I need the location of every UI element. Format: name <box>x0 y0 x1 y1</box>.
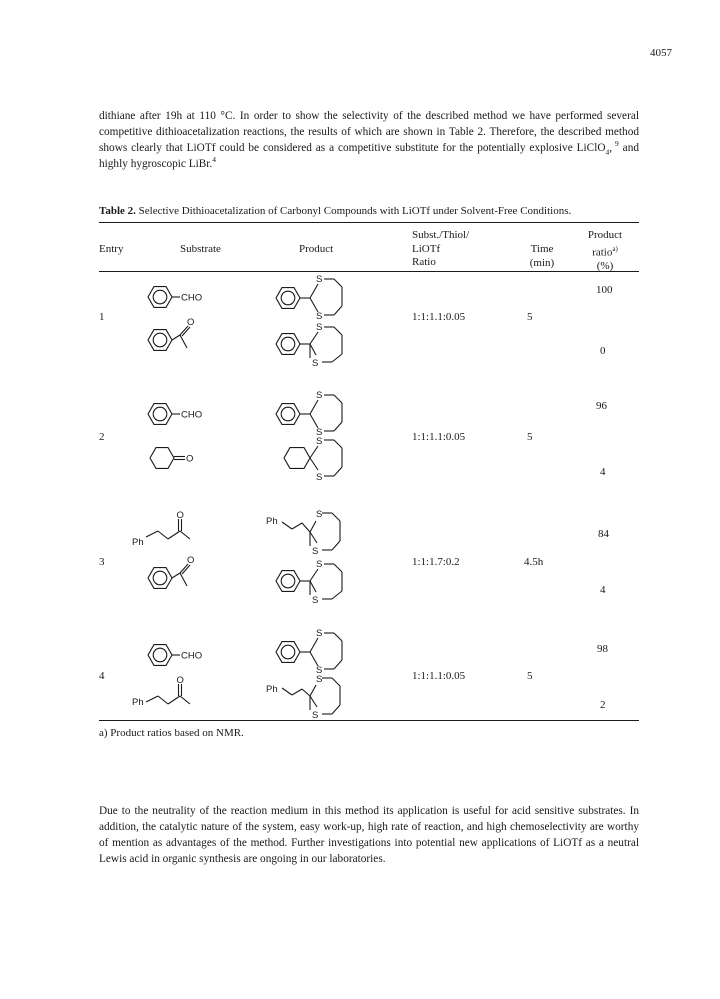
citation-4: 4 <box>212 155 217 165</box>
row2-ratio-2: 4 <box>600 466 606 478</box>
benzylacetone-structure <box>132 675 222 715</box>
sulfur-label: S <box>316 311 323 322</box>
oxygen-label: O <box>176 675 184 686</box>
acetophenone-structure <box>146 317 226 358</box>
methyl-phenyl-dithiane-structure <box>272 559 382 611</box>
sulfur-label: S <box>316 390 323 401</box>
row1-ratio: 1:1:1.1:0.05 <box>412 311 466 323</box>
sulfur-label: S <box>316 436 323 447</box>
header-time-line1: Time <box>530 243 554 255</box>
intro-paragraph <box>99 108 639 172</box>
row3-entry: 3 <box>99 556 105 568</box>
benzylacetone-structure <box>132 510 222 550</box>
header-pr-footnote-mark: a) <box>612 244 618 253</box>
table-top-rule <box>99 222 639 223</box>
citation-9: 9 <box>612 139 619 149</box>
sulfur-label: S <box>316 628 323 639</box>
row4-time: 5 <box>527 670 533 682</box>
sulfur-label: S <box>312 546 319 557</box>
spiro-dithiane-structure <box>272 434 382 486</box>
cho-label: CHO <box>181 409 203 421</box>
row2-time: 5 <box>527 431 533 443</box>
header-substrate: Substrate <box>180 243 221 255</box>
oxygen-label: O <box>187 317 195 328</box>
row4-ratio: 1:1:1.1:0.05 <box>412 670 466 682</box>
phenyl-dithiane-structure <box>272 270 382 322</box>
sulfur-label: S <box>316 274 323 285</box>
phenyl-label: Ph <box>132 697 144 708</box>
sulfur-label: S <box>316 322 323 333</box>
row1-entry: 1 <box>99 311 105 323</box>
cyclohexanone-structure <box>146 441 226 477</box>
page-number: 4057 <box>650 47 672 59</box>
benzaldehyde-structure <box>146 281 226 317</box>
benzaldehyde-structure <box>146 639 226 675</box>
benzaldehyde-structure <box>146 398 226 434</box>
phenethyl-dithiane-structure <box>262 508 382 560</box>
row3-ratio-1: 84 <box>598 528 609 540</box>
oxygen-label: O <box>186 453 194 465</box>
oxygen-label: O <box>187 555 195 566</box>
sulfur-label: S <box>312 595 319 606</box>
row1-ratio-1: 100 <box>596 284 613 296</box>
phenethyl-dithiane-structure <box>262 672 382 724</box>
row1-ratio-2: 0 <box>600 345 606 357</box>
header-time <box>525 243 559 270</box>
header-time-line2: (min) <box>529 256 555 269</box>
row4-ratio-2: 2 <box>600 699 606 711</box>
intro-text-b: and highly hygroscopic LiBr. <box>99 142 639 171</box>
header-ratio <box>412 229 469 270</box>
header-ratio-line2: LiOTf <box>412 242 441 255</box>
phenyl-label: Ph <box>266 684 278 695</box>
sulfur-label: S <box>316 509 323 520</box>
phenyl-label: Ph <box>132 537 144 548</box>
subscript-4: 4 <box>605 147 610 157</box>
phenyl-dithiane-structure <box>272 388 382 440</box>
row2-ratio-1: 96 <box>596 400 607 412</box>
table-bottom-rule <box>99 720 639 721</box>
sulfur-label: S <box>316 472 323 483</box>
row4-entry: 4 <box>99 670 105 682</box>
conclusion-paragraph: Due to the neutrality of the reaction medium in this method its application is useful for acid sensitive substrates. In addition, the catalytic nature of the system, easy work-up, high rate of reaction, and high chemoselectivity are worthy of mention as advantages of the method. Further investigations into potential new applications of LiOTf as a neutral Lewis acid in organic synthesis are ongoing in our laboratories. <box>99 805 639 866</box>
header-pr-line1: Product <box>587 229 623 241</box>
sulfur-label: S <box>316 559 323 570</box>
sulfur-label: S <box>316 427 323 438</box>
header-ratio-line3: Ratio <box>412 256 436 269</box>
header-pr-line3: (%) <box>596 259 614 272</box>
header-product-ratio <box>580 229 630 273</box>
cho-label: CHO <box>181 292 203 304</box>
row4-ratio-1: 98 <box>597 643 608 655</box>
sulfur-label: S <box>312 710 319 721</box>
header-pr-ratio: ratio <box>592 246 613 259</box>
phenyl-label: Ph <box>266 516 278 527</box>
cho-label: CHO <box>181 650 203 662</box>
header-entry: Entry <box>99 243 124 255</box>
intro-comma: , <box>609 142 613 155</box>
row2-ratio: 1:1:1.1:0.05 <box>412 431 466 443</box>
sulfur-label: S <box>316 665 323 676</box>
row3-time: 4.5h <box>524 556 544 568</box>
table-caption <box>99 205 571 217</box>
methyl-phenyl-dithiane-structure <box>272 322 382 374</box>
oxygen-label: O <box>176 510 184 521</box>
header-pr-line2 <box>580 243 630 260</box>
sulfur-label: S <box>312 358 319 369</box>
row3-ratio: 1:1:1.7:0.2 <box>412 556 460 568</box>
table-caption-label: Table 2. <box>99 205 136 217</box>
table-footnote: a) Product ratios based on NMR. <box>99 727 244 739</box>
row3-ratio-2: 4 <box>600 584 606 596</box>
phenyl-dithiane-structure <box>272 626 382 678</box>
intro-text-a: dithiane after 19h at 110 °C. In order to show the selectivity of the described method we have performed several competitive dithioacetalization reactions, the results of which are shown in Table 2. Therefore, the described method shows clearly that LiOTf could be considered as a competitive substitute for the potentially explosive LiClO <box>99 110 639 155</box>
header-ratio-line1: Subst./Thiol/ <box>412 229 470 241</box>
row2-entry: 2 <box>99 431 105 443</box>
header-product: Product <box>299 243 334 255</box>
row1-time: 5 <box>527 311 533 323</box>
sulfur-label: S <box>316 674 323 685</box>
acetophenone-structure <box>146 555 226 596</box>
table-caption-text: Selective Dithioacetalization of Carbonyl Compounds with LiOTf under Solvent-Free Conditions. <box>135 205 572 217</box>
